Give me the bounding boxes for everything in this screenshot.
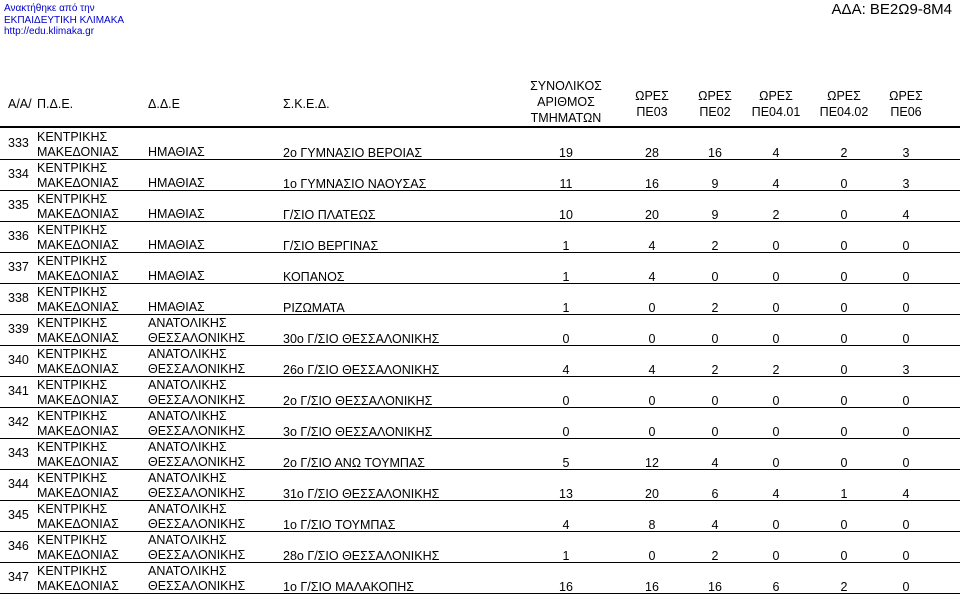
table-header [0, 70, 960, 126]
total-sections: 16 [559, 580, 573, 594]
hours-pe0401: 2 [772, 208, 780, 222]
directorate-line-2: ΘΕΣΣΑΛΟΝΙΚΗΣ [148, 579, 246, 593]
hours-pe03: 0 [648, 332, 656, 346]
header-pe0402: ΩΡΕΣ ΠΕ04.02 [819, 89, 869, 119]
directorate-line-2: ΗΜΑΘΙΑΣ [148, 238, 205, 252]
school-name: 2ο ΓΥΜΝΑΣΙΟ ΒΕΡΟΙΑΣ [283, 146, 423, 160]
region-line-2: ΜΑΚΕΔΟΝΙΑΣ [37, 579, 119, 593]
region-line-1: ΚΕΝΤΡΙΚΗΣ [37, 192, 108, 206]
school-name: 3ο Γ/ΣΙΟ ΘΕΣΣΑΛΟΝΙΚΗΣ [283, 425, 433, 439]
hours-pe0402: 0 [840, 363, 848, 377]
school-name: 26ο Γ/ΣΙΟ ΘΕΣΣΑΛΟΝΙΚΗΣ [283, 363, 440, 377]
hours-pe03: 4 [648, 270, 656, 284]
header-pe02: ΩΡΕΣ ΠΕ02 [698, 89, 732, 119]
hours-pe02: 16 [708, 580, 722, 594]
hours-pe0401: 0 [772, 239, 780, 253]
hours-pe0401: 2 [772, 363, 780, 377]
header-ske: Σ.Κ.Ε.Δ. [283, 97, 330, 111]
row-divider [0, 593, 960, 594]
total-sections: 13 [559, 487, 573, 501]
source-line-2: ΕΚΠΑΙΔΕΥΤΙΚΗ ΚΛΙΜΑΚΑ [4, 14, 125, 26]
hours-pe03: 16 [645, 177, 659, 191]
region-line-2: ΜΑΚΕΔΟΝΙΑΣ [37, 362, 119, 376]
directorate-line-2: ΘΕΣΣΑΛΟΝΙΚΗΣ [148, 548, 246, 562]
directorate-line-2: ΗΜΑΘΙΑΣ [148, 207, 205, 221]
hours-pe02: 16 [708, 146, 722, 160]
hours-pe0401: 0 [772, 549, 780, 563]
hours-pe02: 6 [711, 487, 719, 501]
row-number: 336 [8, 229, 29, 243]
row-number: 335 [8, 198, 29, 212]
table-row [0, 470, 960, 501]
region-line-2: ΜΑΚΕΔΟΝΙΑΣ [37, 300, 119, 314]
hours-pe02: 2 [711, 239, 719, 253]
table-row [0, 129, 960, 160]
region-line-2: ΜΑΚΕΔΟΝΙΑΣ [37, 517, 119, 531]
table-row [0, 377, 960, 408]
directorate-line-1: ΑΝΑΤΟΛΙΚΗΣ [148, 378, 227, 392]
hours-pe03: 0 [648, 301, 656, 315]
header-dde: Δ.Δ.Ε [148, 97, 180, 111]
table-row [0, 501, 960, 532]
row-number: 345 [8, 508, 29, 522]
row-number: 334 [8, 167, 29, 181]
ada-code: ΑΔΑ: ΒΕ2Ω9-8Μ4 [831, 1, 952, 18]
total-sections: 0 [562, 425, 570, 439]
table-row [0, 191, 960, 222]
hours-pe0402: 2 [840, 146, 848, 160]
row-number: 344 [8, 477, 29, 491]
table-row [0, 222, 960, 253]
directorate-line-1: ΑΝΑΤΟΛΙΚΗΣ [148, 440, 227, 454]
header-pde: Π.Δ.Ε. [37, 97, 74, 111]
hours-pe0402: 0 [840, 177, 848, 191]
table-body [0, 129, 960, 594]
hours-pe0402: 0 [840, 208, 848, 222]
header-divider [0, 126, 960, 128]
region-line-1: ΚΕΝΤΡΙΚΗΣ [37, 502, 108, 516]
hours-pe03: 20 [645, 208, 659, 222]
hours-pe06: 0 [902, 580, 910, 594]
region-line-1: ΚΕΝΤΡΙΚΗΣ [37, 409, 108, 423]
directorate-line-2: ΘΕΣΣΑΛΟΝΙΚΗΣ [148, 362, 246, 376]
region-line-2: ΜΑΚΕΔΟΝΙΑΣ [37, 455, 119, 469]
directorate-line-2: ΘΕΣΣΑΛΟΝΙΚΗΣ [148, 455, 246, 469]
table-row [0, 439, 960, 470]
total-sections: 0 [562, 332, 570, 346]
school-name: 1ο Γ/ΣΙΟ ΤΟΥΜΠΑΣ [283, 518, 396, 532]
hours-pe06: 0 [902, 270, 910, 284]
hours-pe03: 16 [645, 580, 659, 594]
table-row [0, 160, 960, 191]
region-line-2: ΜΑΚΕΔΟΝΙΑΣ [37, 238, 119, 252]
total-sections: 4 [562, 518, 570, 532]
region-line-1: ΚΕΝΤΡΙΚΗΣ [37, 564, 108, 578]
hours-pe02: 9 [711, 208, 719, 222]
source-link[interactable]: http://edu.klimaka.gr [4, 26, 95, 37]
total-sections: 11 [559, 177, 573, 191]
school-name: Γ/ΣΙΟ ΠΛΑΤΕΩΣ [283, 208, 376, 222]
hours-pe06: 4 [902, 487, 910, 501]
row-number: 337 [8, 260, 29, 274]
source-line-1: Ανακτήθηκε από την [4, 3, 95, 14]
hours-pe0402: 0 [840, 332, 848, 346]
hours-pe0401: 0 [772, 394, 780, 408]
region-line-2: ΜΑΚΕΔΟΝΙΑΣ [37, 269, 119, 283]
school-name: 2ο Γ/ΣΙΟ ΘΕΣΣΑΛΟΝΙΚΗΣ [283, 394, 433, 408]
hours-pe0402: 0 [840, 518, 848, 532]
school-name: Γ/ΣΙΟ ΒΕΡΓΙΝΑΣ [283, 239, 379, 253]
region-line-2: ΜΑΚΕΔΟΝΙΑΣ [37, 207, 119, 221]
region-line-2: ΜΑΚΕΔΟΝΙΑΣ [37, 176, 119, 190]
region-line-1: ΚΕΝΤΡΙΚΗΣ [37, 440, 108, 454]
hours-pe03: 4 [648, 363, 656, 377]
school-name: 2ο Γ/ΣΙΟ ΑΝΩ ΤΟΥΜΠΑΣ [283, 456, 425, 470]
region-line-1: ΚΕΝΤΡΙΚΗΣ [37, 533, 108, 547]
total-sections: 5 [562, 456, 570, 470]
hours-pe0401: 4 [772, 177, 780, 191]
row-number: 333 [8, 136, 29, 150]
region-line-1: ΚΕΝΤΡΙΚΗΣ [37, 285, 108, 299]
region-line-1: ΚΕΝΤΡΙΚΗΣ [37, 161, 108, 175]
hours-pe03: 20 [645, 487, 659, 501]
row-number: 347 [8, 570, 29, 584]
hours-pe06: 3 [902, 363, 910, 377]
hours-pe06: 0 [902, 456, 910, 470]
hours-pe06: 0 [902, 239, 910, 253]
hours-pe0401: 4 [772, 487, 780, 501]
total-sections: 4 [562, 363, 570, 377]
region-line-1: ΚΕΝΤΡΙΚΗΣ [37, 130, 108, 144]
hours-pe06: 0 [902, 301, 910, 315]
header-pe06: ΩΡΕΣ ΠΕ06 [889, 89, 923, 119]
hours-pe02: 2 [711, 363, 719, 377]
hours-pe02: 0 [711, 332, 719, 346]
hours-pe02: 2 [711, 301, 719, 315]
directorate-line-2: ΘΕΣΣΑΛΟΝΙΚΗΣ [148, 331, 246, 345]
hours-pe06: 0 [902, 394, 910, 408]
region-line-1: ΚΕΝΤΡΙΚΗΣ [37, 347, 108, 361]
hours-pe0401: 0 [772, 518, 780, 532]
region-line-1: ΚΕΝΤΡΙΚΗΣ [37, 254, 108, 268]
directorate-line-2: ΘΕΣΣΑΛΟΝΙΚΗΣ [148, 424, 246, 438]
hours-pe0402: 0 [840, 301, 848, 315]
header-pe03: ΩΡΕΣ ΠΕ03 [635, 89, 669, 119]
hours-pe0402: 0 [840, 270, 848, 284]
directorate-line-2: ΘΕΣΣΑΛΟΝΙΚΗΣ [148, 517, 246, 531]
total-sections: 0 [562, 394, 570, 408]
hours-pe03: 12 [645, 456, 659, 470]
table-row [0, 253, 960, 284]
school-name: 30ο Γ/ΣΙΟ ΘΕΣΣΑΛΟΝΙΚΗΣ [283, 332, 440, 346]
hours-pe0401: 6 [772, 580, 780, 594]
hours-pe0401: 4 [772, 146, 780, 160]
row-number: 339 [8, 322, 29, 336]
hours-pe0402: 0 [840, 549, 848, 563]
directorate-line-2: ΗΜΑΘΙΑΣ [148, 145, 205, 159]
school-name: 28ο Γ/ΣΙΟ ΘΕΣΣΑΛΟΝΙΚΗΣ [283, 549, 440, 563]
hours-pe02: 0 [711, 425, 719, 439]
directorate-line-1: ΑΝΑΤΟΛΙΚΗΣ [148, 502, 227, 516]
hours-pe0401: 0 [772, 301, 780, 315]
total-sections: 1 [562, 239, 570, 253]
hours-pe06: 0 [902, 332, 910, 346]
row-number: 342 [8, 415, 29, 429]
school-name: ΚΟΠΑΝΟΣ [283, 270, 345, 284]
hours-pe06: 3 [902, 146, 910, 160]
hours-pe02: 0 [711, 394, 719, 408]
school-name: 31ο Γ/ΣΙΟ ΘΕΣΣΑΛΟΝΙΚΗΣ [283, 487, 440, 501]
region-line-2: ΜΑΚΕΔΟΝΙΑΣ [37, 486, 119, 500]
region-line-2: ΜΑΚΕΔΟΝΙΑΣ [37, 393, 119, 407]
directorate-line-1: ΑΝΑΤΟΛΙΚΗΣ [148, 347, 227, 361]
hours-pe03: 0 [648, 549, 656, 563]
total-sections: 1 [562, 549, 570, 563]
directorate-line-1: ΑΝΑΤΟΛΙΚΗΣ [148, 533, 227, 547]
region-line-2: ΜΑΚΕΔΟΝΙΑΣ [37, 424, 119, 438]
table-row [0, 532, 960, 563]
table-row [0, 346, 960, 377]
hours-pe02: 0 [711, 270, 719, 284]
directorate-line-2: ΗΜΑΘΙΑΣ [148, 176, 205, 190]
hours-pe0401: 0 [772, 456, 780, 470]
directorate-line-1: ΑΝΑΤΟΛΙΚΗΣ [148, 564, 227, 578]
region-line-2: ΜΑΚΕΔΟΝΙΑΣ [37, 145, 119, 159]
row-number: 346 [8, 539, 29, 553]
directorate-line-2: ΗΜΑΘΙΑΣ [148, 269, 205, 283]
total-sections: 19 [559, 146, 573, 160]
directorate-line-1: ΑΝΑΤΟΛΙΚΗΣ [148, 409, 227, 423]
hours-pe03: 0 [648, 394, 656, 408]
hours-pe06: 0 [902, 425, 910, 439]
school-name: 1ο ΓΥΜΝΑΣΙΟ ΝΑΟΥΣΑΣ [283, 177, 427, 191]
row-number: 340 [8, 353, 29, 367]
school-name: ΡΙΖΩΜΑΤΑ [283, 301, 345, 315]
hours-pe0401: 0 [772, 270, 780, 284]
hours-pe0402: 0 [840, 394, 848, 408]
directorate-line-2: ΘΕΣΣΑΛΟΝΙΚΗΣ [148, 486, 246, 500]
header-total: ΣΥΝΟΛΙΚΟΣ ΑΡΙΘΜΟΣ ΤΜΗΜΑΤΩΝ [530, 79, 602, 125]
directorate-line-2: ΘΕΣΣΑΛΟΝΙΚΗΣ [148, 393, 246, 407]
region-line-1: ΚΕΝΤΡΙΚΗΣ [37, 316, 108, 330]
hours-pe0402: 0 [840, 456, 848, 470]
hours-pe03: 28 [645, 146, 659, 160]
region-line-1: ΚΕΝΤΡΙΚΗΣ [37, 471, 108, 485]
total-sections: 1 [562, 270, 570, 284]
hours-pe06: 0 [902, 549, 910, 563]
hours-pe06: 4 [902, 208, 910, 222]
directorate-line-1: ΑΝΑΤΟΛΙΚΗΣ [148, 471, 227, 485]
row-number: 338 [8, 291, 29, 305]
total-sections: 1 [562, 301, 570, 315]
region-line-1: ΚΕΝΤΡΙΚΗΣ [37, 378, 108, 392]
hours-pe03: 0 [648, 425, 656, 439]
region-line-1: ΚΕΝΤΡΙΚΗΣ [37, 223, 108, 237]
hours-pe0402: 0 [840, 239, 848, 253]
row-number: 343 [8, 446, 29, 460]
hours-pe06: 0 [902, 518, 910, 532]
hours-pe02: 9 [711, 177, 719, 191]
table-row [0, 284, 960, 315]
hours-pe0402: 2 [840, 580, 848, 594]
table-row [0, 563, 960, 594]
hours-pe0401: 0 [772, 332, 780, 346]
header-pe0401: ΩΡΕΣ ΠΕ04.01 [751, 89, 801, 119]
header-aa: Α/Α/ [8, 97, 32, 111]
hours-pe02: 4 [711, 456, 719, 470]
hours-pe03: 4 [648, 239, 656, 253]
directorate-line-2: ΗΜΑΘΙΑΣ [148, 300, 205, 314]
region-line-2: ΜΑΚΕΔΟΝΙΑΣ [37, 548, 119, 562]
table-row [0, 408, 960, 439]
hours-pe02: 4 [711, 518, 719, 532]
region-line-2: ΜΑΚΕΔΟΝΙΑΣ [37, 331, 119, 345]
hours-pe0402: 1 [840, 487, 848, 501]
hours-pe03: 8 [648, 518, 656, 532]
source-watermark [4, 3, 124, 38]
hours-pe0401: 0 [772, 425, 780, 439]
total-sections: 10 [559, 208, 573, 222]
table-row [0, 315, 960, 346]
directorate-line-1: ΑΝΑΤΟΛΙΚΗΣ [148, 316, 227, 330]
allocation-table [0, 70, 960, 603]
hours-pe0402: 0 [840, 425, 848, 439]
school-name: 1ο Γ/ΣΙΟ ΜΑΛΑΚΟΠΗΣ [283, 580, 415, 594]
hours-pe06: 3 [902, 177, 910, 191]
row-number: 341 [8, 384, 29, 398]
hours-pe02: 2 [711, 549, 719, 563]
